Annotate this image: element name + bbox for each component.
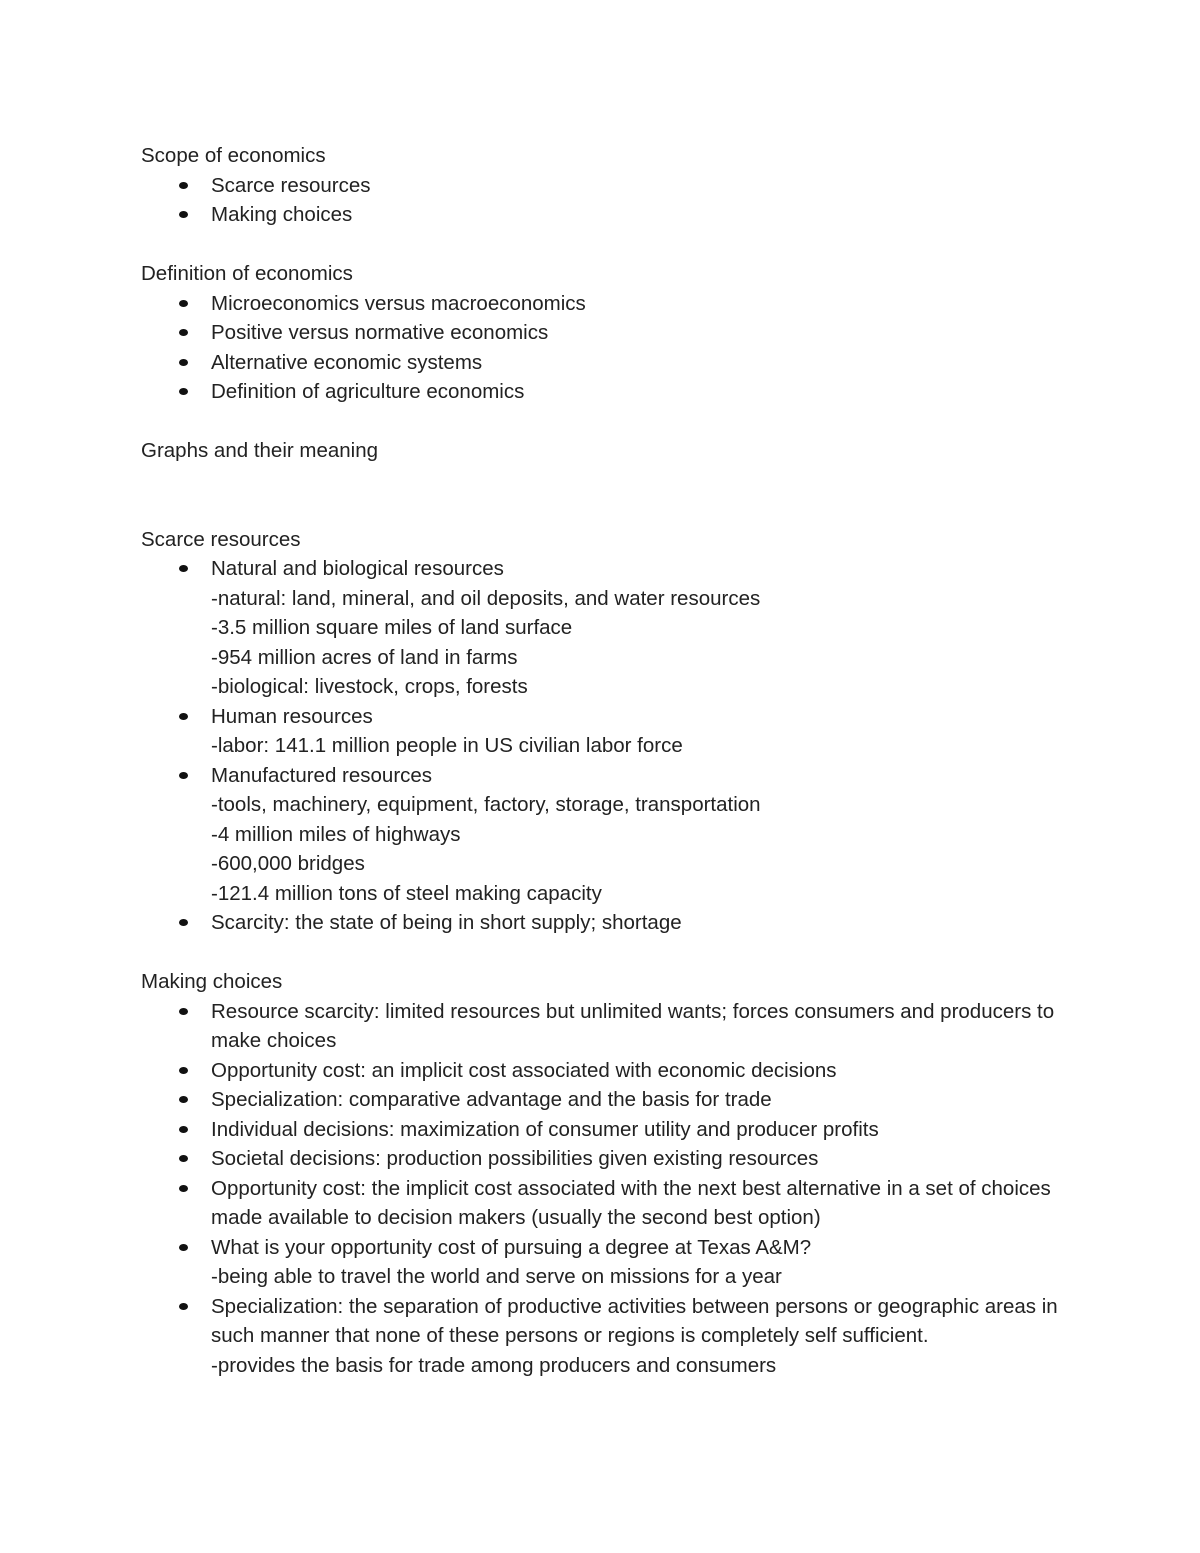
- list-item: [141, 171, 1081, 201]
- list-item-text: Opportunity cost: an implicit cost associated with economic decisions: [211, 1058, 837, 1082]
- bullet-icon: [179, 772, 188, 779]
- bullet-icon: [179, 182, 188, 189]
- list-item-text: Alternative economic systems: [211, 350, 483, 374]
- section-scope-of-economics: [141, 141, 1081, 230]
- section-heading: Making choices: [141, 970, 283, 993]
- list-item-text: Human resources: [211, 704, 373, 728]
- list-item-text: Individual decisions: maximization of consumer utility and producer profits: [211, 1117, 879, 1141]
- bullet-icon: [179, 1155, 188, 1162]
- list-item-text: Positive versus normative economics: [211, 321, 549, 344]
- list-item-text: Societal decisions: production possibilities given existing resources: [211, 1147, 819, 1170]
- bullet-icon: [179, 1185, 188, 1192]
- section-graphs-and-their-meaning: [141, 436, 1081, 466]
- bullet-list: [141, 171, 1081, 230]
- list-item: [141, 200, 1081, 230]
- list-item-subline: -labor: 141.1 million people in US civilian labor force: [211, 734, 683, 757]
- list-item: [141, 318, 1081, 348]
- list-item-text: Definition of agriculture economics: [211, 380, 525, 403]
- list-item: [141, 348, 1081, 378]
- list-item: [141, 1115, 1081, 1145]
- list-item-subline: -biological: livestock, crops, forests: [211, 675, 528, 698]
- list-item-subline: -3.5 million square miles of land surface: [211, 616, 573, 639]
- list-item-subline: -954 million acres of land in farms: [211, 645, 518, 669]
- list-item-text: Natural and biological resources: [211, 557, 504, 580]
- section-making-choices: [141, 967, 1081, 1380]
- blank-line: [141, 938, 1081, 968]
- section-heading: Graphs and their meaning: [141, 439, 379, 462]
- list-item: [141, 1292, 1081, 1381]
- list-item-subline: -natural: land, mineral, and oil deposits, and water resources: [211, 586, 761, 610]
- bullet-icon: [179, 713, 188, 720]
- list-item-text: Microeconomics versus macroeconomics: [211, 291, 586, 315]
- list-item-text: Specialization: the separation of productive activities between persons or geographic areas in such manner that none of these persons or regions is completely self sufficient.: [211, 1294, 1058, 1347]
- bullet-icon: [179, 300, 188, 307]
- list-item-text: Manufactured resources: [211, 763, 433, 787]
- list-item-text: Scarcity: the state of being in short supply; shortage: [211, 911, 682, 934]
- list-item: [141, 702, 1081, 761]
- list-item-subline: -provides the basis for trade among producers and consumers: [211, 1353, 777, 1377]
- bullet-list: [141, 997, 1081, 1381]
- section-heading: Scope of economics: [141, 144, 326, 167]
- section-heading: Definition of economics: [141, 262, 353, 285]
- bullet-icon: [179, 1126, 188, 1133]
- list-item-subline: -121.4 million tons of steel making capacity: [211, 881, 602, 905]
- bullet-icon: [179, 329, 188, 336]
- section-heading: Scarce resources: [141, 527, 301, 551]
- list-item-text: What is your opportunity cost of pursuing a degree at Texas A&M?: [211, 1235, 812, 1259]
- list-item-subline: -600,000 bridges: [211, 852, 365, 875]
- list-item-text: Scarce resources: [211, 173, 371, 197]
- list-item: [141, 377, 1081, 407]
- list-item-text: Opportunity cost: the implicit cost associated with the next best alternative in a set of choices made available to decision makers (usually the second best option): [211, 1176, 1051, 1229]
- section-scarce-resources: [141, 525, 1081, 938]
- list-item: [141, 554, 1081, 702]
- list-item-subline: -tools, machinery, equipment, factory, storage, transportation: [211, 793, 761, 816]
- list-item: [141, 908, 1081, 938]
- bullet-icon: [179, 388, 188, 395]
- bullet-icon: [179, 1303, 188, 1310]
- bullet-icon: [179, 359, 188, 366]
- blank-line: [141, 466, 1081, 525]
- bullet-list: [141, 554, 1081, 938]
- blank-line: [141, 230, 1081, 260]
- list-item: [141, 1233, 1081, 1292]
- list-item-text: Making choices: [211, 203, 353, 226]
- list-item: [141, 1056, 1081, 1086]
- list-item: [141, 289, 1081, 319]
- section-definition-of-economics: [141, 259, 1081, 407]
- bullet-icon: [179, 565, 188, 572]
- list-item: [141, 1174, 1081, 1233]
- bullet-icon: [179, 1244, 188, 1251]
- bullet-list: [141, 289, 1081, 407]
- list-item-text: Specialization: comparative advantage and the basis for trade: [211, 1088, 772, 1111]
- bullet-icon: [179, 919, 188, 926]
- bullet-icon: [179, 211, 188, 218]
- bullet-icon: [179, 1096, 188, 1103]
- list-item: [141, 1085, 1081, 1115]
- bullet-icon: [179, 1067, 188, 1074]
- list-item-subline: -4 million miles of highways: [211, 822, 461, 846]
- bullet-icon: [179, 1008, 188, 1015]
- list-item: [141, 761, 1081, 909]
- list-item: [141, 1144, 1081, 1174]
- list-item-text: Resource scarcity: limited resources but unlimited wants; forces consumers and producers to make choices: [211, 999, 1055, 1052]
- list-item: [141, 997, 1081, 1056]
- document-page: [141, 141, 1081, 1380]
- list-item-subline: -being able to travel the world and serve on missions for a year: [211, 1265, 782, 1288]
- blank-line: [141, 407, 1081, 437]
